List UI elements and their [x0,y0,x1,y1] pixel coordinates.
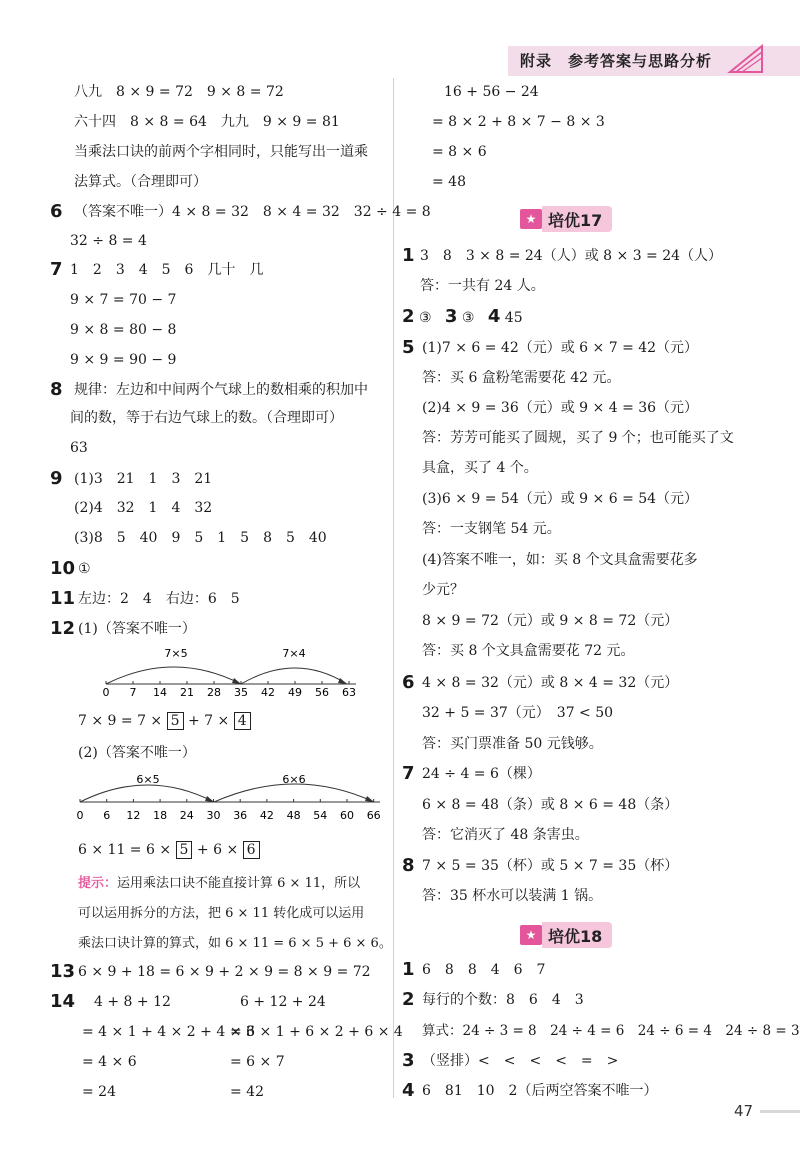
question-number: 6 [50,201,63,222]
answer-line: 8 × 9 = 72（元）或 9 × 8 = 72（元） [422,613,679,629]
tick-label: 42 [259,809,274,822]
answer-line: 6 81 10 2（后两空答案不唯一） [422,1083,658,1099]
answer-line: 9 × 8 = 80 − 8 [70,322,177,338]
answer-line: 9 × 9 = 90 − 9 [70,352,177,368]
answer-box: 5 [176,841,193,859]
tick-label: 0 [76,809,84,822]
star-icon: ★ [520,925,542,945]
answer-line: 答：买 8 个文具盒需要花 72 元。 [422,643,635,659]
answer-text: 45 [504,310,523,326]
tick-label: 42 [261,686,275,699]
answer-line: 左边：2 4 右边：6 5 [78,591,240,607]
answer-line: (2)4 × 9 = 36（元）或 9 × 4 = 36（元） [422,400,699,416]
answer-line: (4)答案不唯一，如：买 8 个文具盒需要花多 [422,552,698,568]
answer-line: 6 × 9 + 18 = 6 × 9 + 2 × 9 = 8 × 9 = 72 [78,964,371,980]
answer-line: 算式：24 ÷ 3 = 8 24 ÷ 4 = 6 24 ÷ 6 = 4 24 ÷ 8 = 3 [422,1023,800,1039]
arc-label: 6×6 [282,773,306,786]
tick-label: 24 [179,809,194,822]
answer-line: 少元？ [422,582,464,598]
answer-line: 规律：左边和中间两个气球上的数相乘的积加中 [74,382,368,398]
badge-label: 培优17 [542,206,612,232]
hint-line: 乘法口诀计算的算式，如 6 × 11 = 6 × 5 + 6 × 6。 [78,936,392,951]
answer-line: 具盒，买了 4 个。 [422,460,538,476]
star-icon: ★ [520,209,542,229]
answer-box: 4 [234,712,251,730]
question-number: 4 [402,1080,415,1101]
answer-line: (3)6 × 9 = 54（元）或 9 × 6 = 54（元） [422,491,699,507]
question-number: 2 [402,306,415,327]
tick-label: 36 [233,809,248,822]
answer-line: = 42 [230,1084,264,1100]
answer-line: = 48 [432,174,466,190]
answer-line: 24 ÷ 4 = 6（棵） [422,766,541,782]
answer-box: 5 [167,712,184,730]
answer-line: 6 + 12 + 24 [240,994,326,1010]
question-number: 1 [402,959,415,980]
tick-label: 30 [206,809,221,822]
text-line: 八九 8 × 9 = 72 9 × 8 = 72 [74,84,284,100]
hint-line: 可以运用拆分的方法，把 6 × 11 转化成可以运用 [78,906,365,921]
page-number-rule [760,1110,800,1113]
tick-label: 28 [207,686,221,699]
answer-line: = 8 × 2 + 8 × 7 − 8 × 3 [432,114,605,130]
answer-line: 答：买门票准备 50 元钱够。 [422,736,603,752]
arc-label: 6×5 [136,773,160,786]
answer-line: 32 ÷ 8 = 4 [70,233,147,249]
tick-label: 56 [315,686,329,699]
question-number: 7 [50,259,63,280]
question-number: 10 [50,558,76,579]
tick-label: 6 [103,809,111,822]
answer-line: 16 + 56 − 24 [444,84,539,100]
answer-line: 答：买 6 盒粉笔需要花 42 元。 [422,370,621,386]
tick-label: 0 [102,686,110,699]
hint-label: 提示： [78,876,118,891]
text-line: 六十四 8 × 8 = 64 九九 9 × 9 = 81 [74,114,340,130]
answer-line: (1)（答案不唯一） [78,621,196,637]
answer-line: 1 2 3 4 5 6 几十 几 [70,262,264,278]
text-line: 法算式。（合理即可） [74,174,207,190]
tick-label: 12 [126,809,141,822]
answer-line: 6 × 8 = 48（条）或 8 × 6 = 48（条） [422,797,679,813]
tick-label: 63 [342,686,356,699]
answer-line: 答：芳芳可能买了圆规，买了 9 个；也可能买了文 [422,430,734,446]
answer-line: 间的数，等于右边气球上的数。（合理即可） [70,410,343,426]
answer-line: 答：35 杯水可以装满 1 锅。 [422,888,603,904]
answer-line: 63 [70,440,88,456]
hint-text: 运用乘法口诀不能直接计算 6 × 11，所以 [117,876,361,891]
answer-text: ③ [418,310,432,326]
question-number: 14 [50,991,76,1012]
question-number: 6 [402,672,415,693]
arc-label: 7×5 [164,647,188,660]
tick-label: 18 [153,809,168,822]
question-number: 8 [402,855,415,876]
text-line: 当乘法口诀的前两个字相同时，只能写出一道乘 [74,144,368,160]
header-title: 附录 参考答案与思路分析 [520,52,713,70]
tick-label: 35 [234,686,248,699]
question-number: 4 [487,306,501,327]
equation-text: 7 × 9 = 7 × [78,713,163,729]
answer-line: ① [78,561,91,577]
tick-label: 48 [286,809,301,822]
answer-line: 4 × 8 = 32（元）或 8 × 4 = 32（元） [422,675,679,691]
tick-label: 66 [366,809,381,822]
question-number: 7 [402,763,415,784]
answer-line: (2)（答案不唯一） [78,745,196,761]
tick-label: 7 [129,686,137,699]
equation-text: + 6 × [196,842,239,858]
answer-line: = 8 × 6 [432,144,487,160]
badge-label: 培优18 [542,922,612,948]
question-number: 9 [50,468,63,489]
tick-label: 14 [153,686,167,699]
question-number: 13 [50,961,76,982]
answer-line: 32 + 5 = 37（元） 37 < 50 [422,705,614,721]
answer-line: 每行的个数：8 6 4 3 [422,992,584,1008]
answer-line: = 6 × 1 + 6 × 2 + 6 × 4 [230,1024,403,1040]
column-divider [393,78,394,1098]
question-number: 11 [50,588,76,609]
equation-line [78,840,260,860]
section-badge-17 [520,206,612,232]
tick-label: 60 [340,809,354,822]
answer-line: 3 8 3 × 8 = 24（人）或 8 × 3 = 24（人） [420,248,723,264]
number-line-1 [96,644,366,700]
answer-line: （答案不唯一）4 × 8 = 32 8 × 4 = 32 32 ÷ 4 = 8 [74,204,431,220]
answer-line: 6 8 8 4 6 7 [422,962,546,978]
question-number: 12 [50,618,76,639]
ruler-triangle-icon [726,42,766,76]
answer-line: (1)7 × 6 = 42（元）或 6 × 7 = 42（元） [422,340,699,356]
answer-line: 答：一共有 24 人。 [420,278,545,294]
answer-box: 6 [243,841,260,859]
answer-line: 答：一支钢笔 54 元。 [422,521,561,537]
answer-line: (1)3 21 1 3 21 [74,471,213,487]
question-number: 3 [444,306,458,327]
arc-label: 7×4 [282,647,306,660]
question-number: 2 [402,989,415,1010]
question-number: 1 [402,245,415,266]
answer-text: ③ [461,310,475,326]
equation-text: + 7 × [188,713,230,729]
section-badge-18 [520,922,612,948]
tick-label: 21 [180,686,194,699]
page-number: 47 [734,1102,754,1120]
answer-line: 9 × 7 = 70 − 7 [70,292,177,308]
answer-line: = 24 [82,1084,116,1100]
question-number: 5 [402,337,415,358]
equation-line [78,711,251,731]
answer-line: = 6 × 7 [230,1054,285,1070]
number-line-2 [68,766,388,826]
hint-line [78,874,360,894]
answer-line: 4 + 8 + 12 [94,994,171,1010]
answer-line: 答：它消灭了 48 条害虫。 [422,827,589,843]
equation-text: 6 × 11 = 6 × [78,842,172,858]
tick-label: 54 [313,809,328,822]
answer-line: (2)4 32 1 4 32 [74,500,213,516]
tick-label: 49 [288,686,302,699]
answer-line: = 4 × 6 [82,1054,137,1070]
answer-line [402,307,523,328]
answer-line: 7 × 5 = 35（杯）或 5 × 7 = 35（杯） [422,858,679,874]
answer-line: (3)8 5 40 9 5 1 5 8 5 40 [74,530,327,546]
answer-line: = 4 × 1 + 4 × 2 + 4 × 3 [82,1024,255,1040]
answer-line: （竖排）< < < < = > [422,1053,619,1069]
question-number: 8 [50,379,63,400]
question-number: 3 [402,1050,415,1071]
